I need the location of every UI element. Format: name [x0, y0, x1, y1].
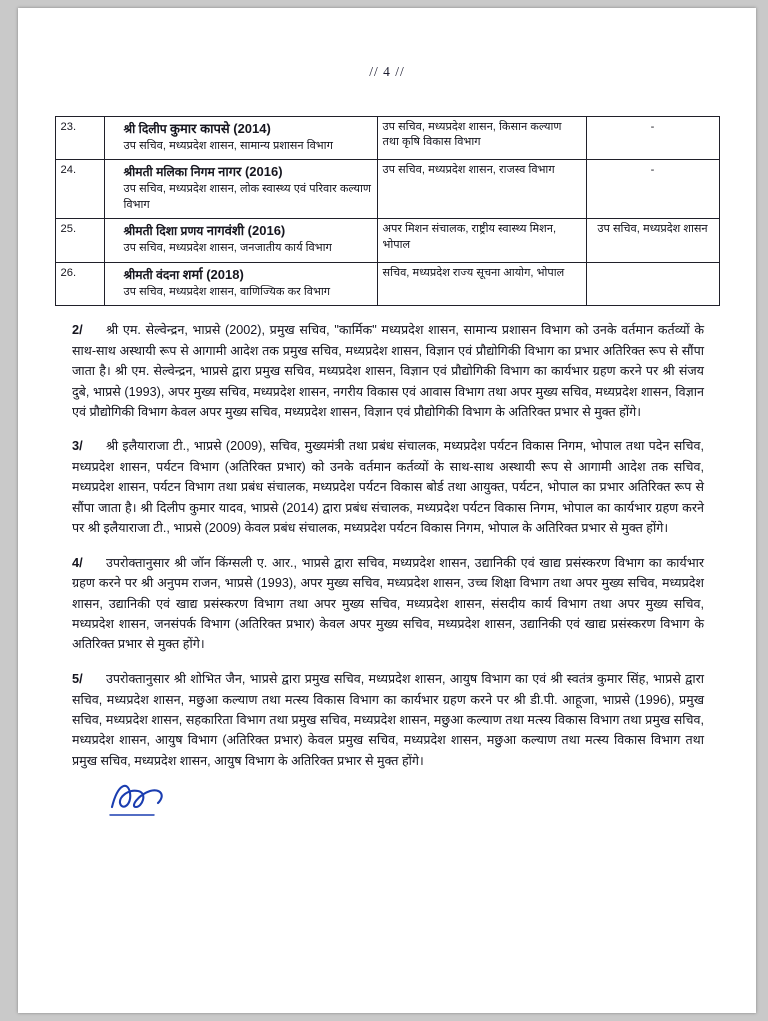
row-name — [104, 160, 377, 219]
table-row — [55, 219, 719, 262]
row-extra — [586, 262, 719, 305]
row-extra: - — [586, 117, 719, 160]
row-serial: 23. — [55, 117, 104, 160]
row-extra: उप सचिव, मध्यप्रदेश शासन — [586, 219, 719, 262]
paragraph-text: श्री इलैयाराजा टी., भाप्रसे (2009), सचिव, मुख्यमंत्री तथा प्रबंध संचालक, मध्यप्रदेश पर्यटन विकास निगम, भोपाल तथा पदेन सचिव, मध्यप्रदेश शासन, पर्यटन विभाग (अतिरिक्त प्रभार) को उनके वर्तमान कर्तव्यों के साथ-साथ अस्थायी रूप से आगामी आदेश तक सचिव, मध्यप्रदेश शासन, पर्यटन विभाग तथा प्रबंध संचालक, मध्यप्रदेश पर्यटन विकास बोर्ड तथा आयुक्त, पर्यटन, भोपाल का प्रभार अतिरिक्त रूप से सौंपा जाता है। श्री दिलीप कुमार यादव, भाप्रसे (2014) द्वारा प्रबंध संचालक, मध्यप्रदेश पर्यटन विकास निगम, भोपाल का कार्यभार ग्रहण करने पर श्री इलैयाराजा टी., भाप्रसे (2009) केवल प्रबंध संचालक, मध्यप्रदेश पर्यटन विकास निगम, भोपाल के अतिरिक्त प्रभार से मुक्त होंगे। — [72, 439, 704, 536]
paragraph-number: 4/ — [72, 554, 83, 570]
paragraph-block — [18, 320, 756, 422]
table-row — [55, 262, 719, 305]
row-post: उप सचिव, मध्यप्रदेश शासन, राजस्व विभाग — [377, 160, 586, 219]
paragraph-text: उपरोक्तानुसार श्री शोभित जैन, भाप्रसे द्वारा प्रमुख सचिव, मध्यप्रदेश शासन, आयुष विभाग का एवं श्री स्वतंत्र कुमार सिंह, भाप्रसे द्वारा सचिव, मध्यप्रदेश शासन, मछुआ कल्याण तथा मत्स्य विकास विभाग का कार्यभार ग्रहण करने पर श्री डी.पी. आहूजा, भाप्रसे (1996), प्रमुख सचिव, मध्यप्रदेश शासन, सहकारिता विभाग तथा प्रमुख सचिव, मध्यप्रदेश शासन, मछुआ कल्याण तथा मत्स्य विकास विभाग तथा प्रमुख सचिव, मध्यप्रदेश शासन, आयुष विभाग (अतिरिक्त प्रभार) केवल प्रमुख सचिव, मध्यप्रदेश शासन, मछुआ कल्याण तथा मत्स्य विकास विभाग तथा प्रमुख सचिव, मध्यप्रदेश शासन, आयुष विभाग के अतिरिक्त प्रभार से मुक्त होंगे। — [72, 671, 704, 768]
row-name — [104, 117, 377, 160]
row-name-bold: श्री दिलीप कुमार कापसे (2014) — [123, 121, 271, 136]
row-name-rest: उप सचिव, मध्यप्रदेश शासन, जनजातीय कार्य विभाग — [123, 242, 332, 255]
paragraph-block — [18, 553, 756, 655]
page-number: // 4 // — [369, 64, 405, 79]
paragraph-text: उपरोक्तानुसार श्री जॉन किंग्सली ए. आर., भाप्रसे द्वारा सचिव, मध्यप्रदेश शासन, उद्यानिकी एवं खाद्य प्रसंस्करण विभाग का कार्यभार ग्रहण करने पर श्री अनुपम राजन, भाप्रसे (1993), अपर मुख्य सचिव, मध्यप्रदेश शासन, उच्च शिक्षा विभाग तथा अपर मुख्य सचिव, मध्यप्रदेश शासन, उद्यानिकी एवं खाद्य प्रसंस्करण विभाग तथा अपर मुख्य सचिव, मध्यप्रदेश शासन, संसदीय कार्य विभाग तथा अपर मुख्य सचिव, मध्यप्रदेश शासन, जनसंपर्क विभाग (अतिरिक्त प्रभार) केवल अपर मुख्य सचिव, मध्यप्रदेश शासन, उद्यानिकी एवं खाद्य प्रसंस्करण विभाग के अतिरिक्त प्रभार से मुक्त होंगे। — [72, 555, 704, 652]
row-name — [104, 219, 377, 262]
paragraph-number: 3/ — [72, 438, 83, 454]
row-name-bold: श्रीमती मलिका निगम नागर (2016) — [123, 164, 283, 180]
row-serial: 26. — [55, 262, 104, 305]
paragraph-4 — [72, 553, 704, 655]
signature-icon — [108, 777, 178, 821]
paragraph-text: श्री एम. सेल्वेन्द्रन, भाप्रसे (2002), प्रमुख सचिव, "कार्मिक" मध्यप्रदेश शासन, सामान्य प्रशासन विभाग को उनके वर्तमान कर्तव्यों के साथ-साथ अस्थायी रूप से आगामी आदेश तक प्रमुख सचिव, मध्यप्रदेश शासन, विज्ञान एवं प्रौद्योगिकी विभाग का प्रभार अतिरिक्त रूप से सौंपा जाता है। श्री एम. सेल्वेन्द्रन, भाप्रसे द्वारा प्रमुख सचिव, मध्यप्रदेश शासन, विज्ञान एवं प्रौद्योगिकी विभाग का कार्यभार ग्रहण करने पर श्री संजय दुबे, भाप्रसे (1993), अपर मुख्य सचिव, मध्यप्रदेश शासन, नगरीय विकास एवं आवास विभाग तथा अपर मुख्य सचिव, मध्यप्रदेश शासन, विज्ञान एवं प्रौद्योगिकी विभाग केवल अपर मुख्य सचिव, मध्यप्रदेश शासन, विज्ञान एवं प्रौद्योगिकी विभाग के अतिरिक्त प्रभार से मुक्त होंगे। — [72, 323, 704, 419]
row-name-rest: उप सचिव, मध्यप्रदेश शासन, सामान्य प्रशासन विभाग — [123, 139, 333, 152]
row-serial: 25. — [55, 219, 104, 262]
paragraph-3 — [72, 436, 704, 538]
table-row — [55, 117, 719, 160]
table-row — [55, 160, 719, 219]
row-serial: 24. — [55, 160, 104, 219]
row-extra: - — [586, 160, 719, 219]
row-name-rest: उप सचिव, मध्यप्रदेश शासन, वाणिज्यिक कर विभाग — [123, 285, 331, 298]
row-name-bold: श्रीमती वंदना शर्मा (2018) — [123, 266, 244, 282]
paragraph-block — [18, 669, 756, 771]
row-post: सचिव, मध्यप्रदेश राज्य सूचना आयोग, भोपाल — [377, 262, 586, 305]
row-post: अपर मिशन संचालक, राष्ट्रीय स्वास्थ्य मिशन, भोपाल — [377, 219, 586, 262]
officers-table — [55, 116, 720, 306]
paragraph-number: 5/ — [72, 670, 83, 686]
row-name — [104, 262, 377, 305]
paragraph-2 — [72, 320, 704, 422]
row-name-bold: श्रीमती दिशा प्रणय नागवंशी (2016) — [123, 223, 286, 239]
document-page — [18, 8, 756, 1013]
paragraph-number: 2/ — [72, 322, 83, 338]
row-post: उप सचिव, मध्यप्रदेश शासन, किसान कल्याण तथा कृषि विकास विभाग — [377, 117, 586, 160]
row-name-rest: उप सचिव, मध्यप्रदेश शासन, लोक स्वास्थ्य एवं परिवार कल्याण विभाग — [123, 183, 372, 211]
paragraph-block — [18, 436, 756, 538]
paragraph-5 — [72, 669, 704, 771]
